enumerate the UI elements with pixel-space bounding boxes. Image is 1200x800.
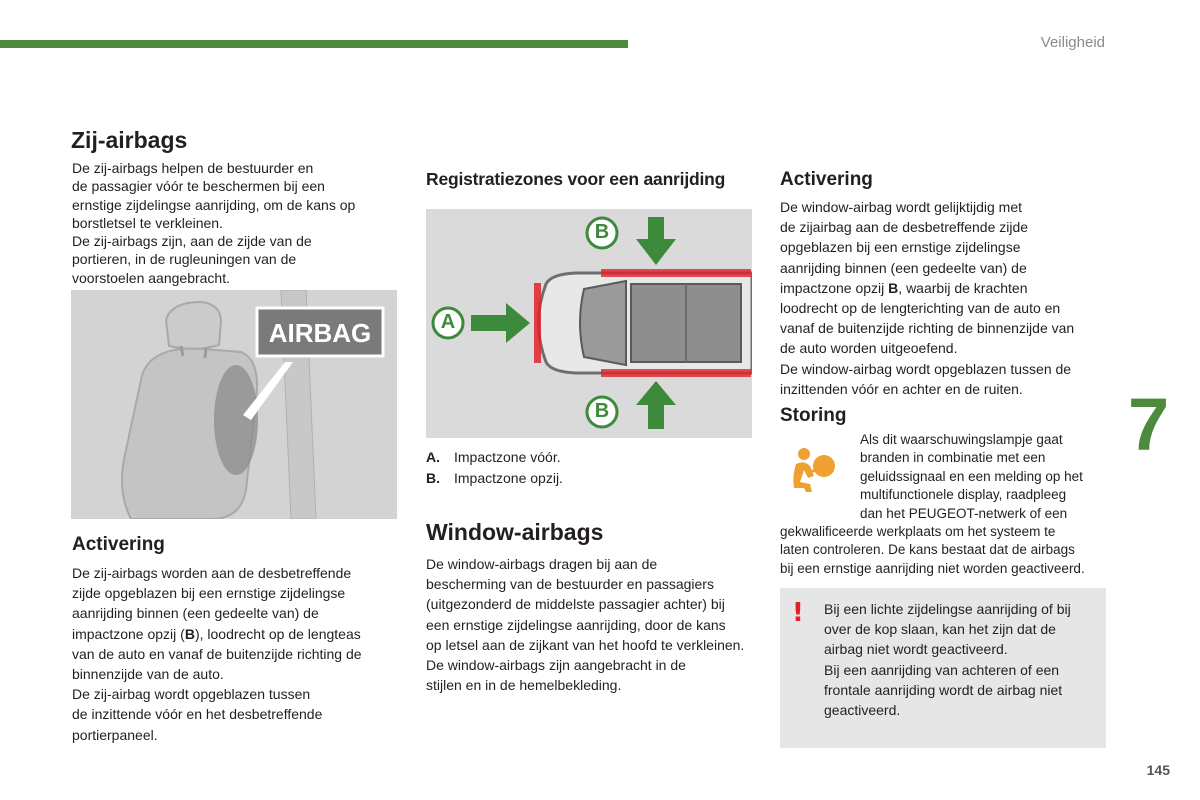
- legend-item-a: [426, 447, 563, 468]
- header-accent-bar: [0, 40, 628, 48]
- storing-line: dan het PEUGEOT-netwerk of een: [860, 505, 1068, 521]
- legend-text-b: Impactzone opzij.: [454, 470, 563, 486]
- section-label: Veiligheid: [1040, 34, 1105, 51]
- storing-line: Als dit waarschuwingslampje gaat: [860, 432, 1063, 447]
- page-number: 145: [1146, 762, 1170, 778]
- seat-airbag-illustration: [71, 290, 397, 519]
- activering-title-right: Activering: [780, 169, 873, 190]
- chapter-number: 7: [1128, 383, 1170, 466]
- zij-airbags-intro: De zij-airbags helpen de bestuurder en de passagier vóór te beschermen bij een ernstige zijdelingse aanrijding, om de kans op borstletsel te verkleinen. De zij-airbags zijn, aan de zijde van de portieren, in de rugleuningen van de voorstoelen aangebracht.: [72, 160, 356, 286]
- activering-right-zone-b: B: [888, 279, 899, 296]
- activering-right-text-2: , waarbij de krachten loodrecht op de lengterichting van de auto en vanaf de buitenzijde richting de binnenzijde van de auto worden uitgeoefend. De window-airbag wordt opgeblazen tussen de inzittenden vóór en achter en de ruiten.: [780, 279, 1075, 397]
- legend-text-a: Impactzone vóór.: [454, 449, 561, 465]
- legend-key-a: A.: [426, 449, 440, 465]
- zone-b-bottom-badge: B: [594, 400, 610, 422]
- activering-title-left: Activering: [72, 534, 165, 555]
- zone-b-top-badge: B: [594, 221, 610, 243]
- window-airbags-title: Window-airbags: [426, 519, 604, 545]
- activering-left-zone-b: B: [184, 625, 195, 642]
- zone-a-badge: A: [440, 311, 456, 333]
- activering-body-left: [72, 563, 397, 745]
- activering-right-text-1: De window-airbag wordt gelijktijdig met de zijairbag aan de desbetreffende zijde opgeblazen bij een ernstige zijdelingse aanrijding binnen (een gedeelte van) de impactzone opzij: [780, 199, 1029, 296]
- storing-line: multifunctionele display, raadpleeg: [860, 487, 1067, 503]
- activering-left-text-2: ), loodrecht op de lengteas van de auto en vanaf de buitenzijde richting de binnenzijde van de auto. De zij-airbag wordt opgeblazen tussen de inzittende vóór en het desbetreffende portierpaneel.: [72, 625, 362, 743]
- storing-body: [780, 431, 1110, 578]
- legend-key-b: B.: [426, 470, 440, 486]
- impact-zones-diagram: [426, 209, 752, 438]
- activering-left-text-1: De zij-airbags worden aan de desbetreffende zijde opgeblazen bij een ernstige zijdelingse aanrijding binnen (een gedeelte van) de impactzone opzij (: [72, 565, 352, 642]
- note-text: Bij een lichte zijdelingse aanrijding of bij over de kop slaan, kan het zijn dat de airbag niet wordt geactiveerd. Bij een aanrijding van achteren of een frontale aanrijding wordt de airbag niet geactiveerd.: [824, 601, 1071, 719]
- storing-line: branden in combinatie met een: [860, 450, 1046, 466]
- impact-zones-legend: [426, 447, 563, 489]
- registratiezones-title: Registratiezones voor een aanrijding: [426, 169, 726, 189]
- window-airbags-body: De window-airbags dragen bij aan de bescherming van de bestuurder en passagiers (uitgezonderd de middelste passagier achter) bij een ernstige zijdelingse aanrijding, door de kans op letsel aan de zijkant van het hoofd te verkleinen. De window-airbags zijn aangebracht in de stijlen en in de hemelbekleding.: [426, 556, 745, 694]
- zij-airbags-title: Zij-airbags: [71, 127, 188, 153]
- storing-title: Storing: [780, 405, 847, 426]
- activering-body-right: [780, 197, 1110, 399]
- warning-exclamation-icon: !: [792, 598, 804, 628]
- airbag-label: AIRBAG: [268, 318, 372, 348]
- storing-line: geluidssignaal en een melding op het: [860, 468, 1083, 484]
- storing-line-full: gekwalificeerde werkplaats om het systeem te laten controleren. De kans bestaat dat de airbags bij een ernstige aanrijding niet worden geactiveerd.: [780, 524, 1085, 576]
- legend-item-b: [426, 468, 563, 489]
